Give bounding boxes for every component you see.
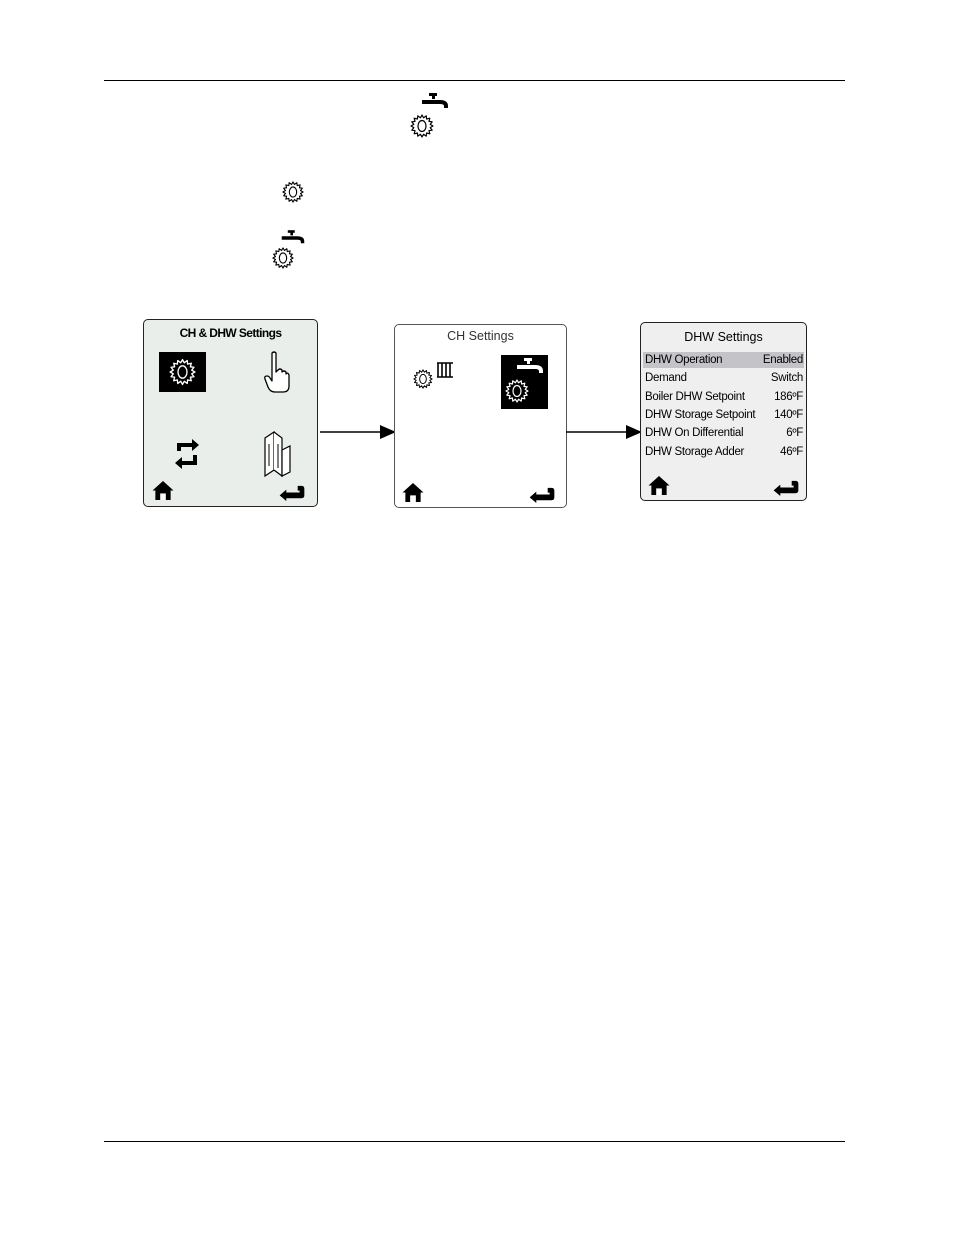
footer-rule (104, 1141, 845, 1142)
setting-label: DHW On Differential (645, 427, 744, 439)
gear-radiator-icon[interactable] (413, 359, 459, 397)
setting-value: Enabled (762, 354, 803, 366)
setting-label: DHW Operation (645, 354, 723, 366)
dhw-settings-screen (640, 322, 807, 501)
home-icon[interactable] (647, 475, 671, 496)
cycle-icon[interactable] (172, 437, 202, 471)
setting-value: 140ºF (774, 409, 803, 421)
setting-row-dhw-operation[interactable] (643, 352, 804, 368)
setting-row-dhw-on-differential[interactable] (643, 425, 804, 441)
arrow-2 (566, 423, 644, 441)
setting-value: 46ºF (780, 446, 803, 458)
gear-icon (282, 177, 304, 207)
setting-label: DHW Storage Adder (645, 446, 745, 458)
setting-value: Switch (770, 372, 803, 384)
home-icon[interactable] (401, 482, 425, 503)
gear-faucet-icon (410, 92, 450, 150)
setting-row-demand[interactable] (643, 370, 804, 386)
ch-settings-screen (394, 324, 567, 508)
screen-title: CH & DHW Settings (179, 326, 282, 340)
gear-tile[interactable] (159, 352, 206, 392)
home-icon[interactable] (151, 480, 175, 501)
back-icon[interactable] (772, 478, 800, 497)
setting-value: 6ºF (786, 427, 803, 439)
gear-faucet-tile[interactable] (501, 355, 548, 409)
screen-title: DHW Settings (684, 330, 763, 344)
setting-label: Demand (645, 372, 687, 384)
hand-icon[interactable] (262, 350, 292, 394)
gear-faucet-icon (272, 229, 308, 277)
building-icon[interactable] (262, 430, 294, 478)
setting-label: DHW Storage Setpoint (645, 409, 756, 421)
arrow-1 (320, 423, 398, 441)
setting-row-dhw-storage-setpoint[interactable] (643, 407, 804, 423)
setting-row-boiler-dhw-setpoint[interactable] (643, 389, 804, 405)
setting-label: Boiler DHW Setpoint (645, 391, 745, 403)
ch-dhw-settings-screen (143, 319, 318, 507)
setting-row-dhw-storage-adder[interactable] (643, 444, 804, 460)
back-icon[interactable] (278, 483, 306, 502)
header-rule (104, 80, 845, 81)
screen-title: CH Settings (447, 329, 514, 343)
back-icon[interactable] (528, 485, 556, 504)
setting-value: 186ºF (774, 391, 803, 403)
